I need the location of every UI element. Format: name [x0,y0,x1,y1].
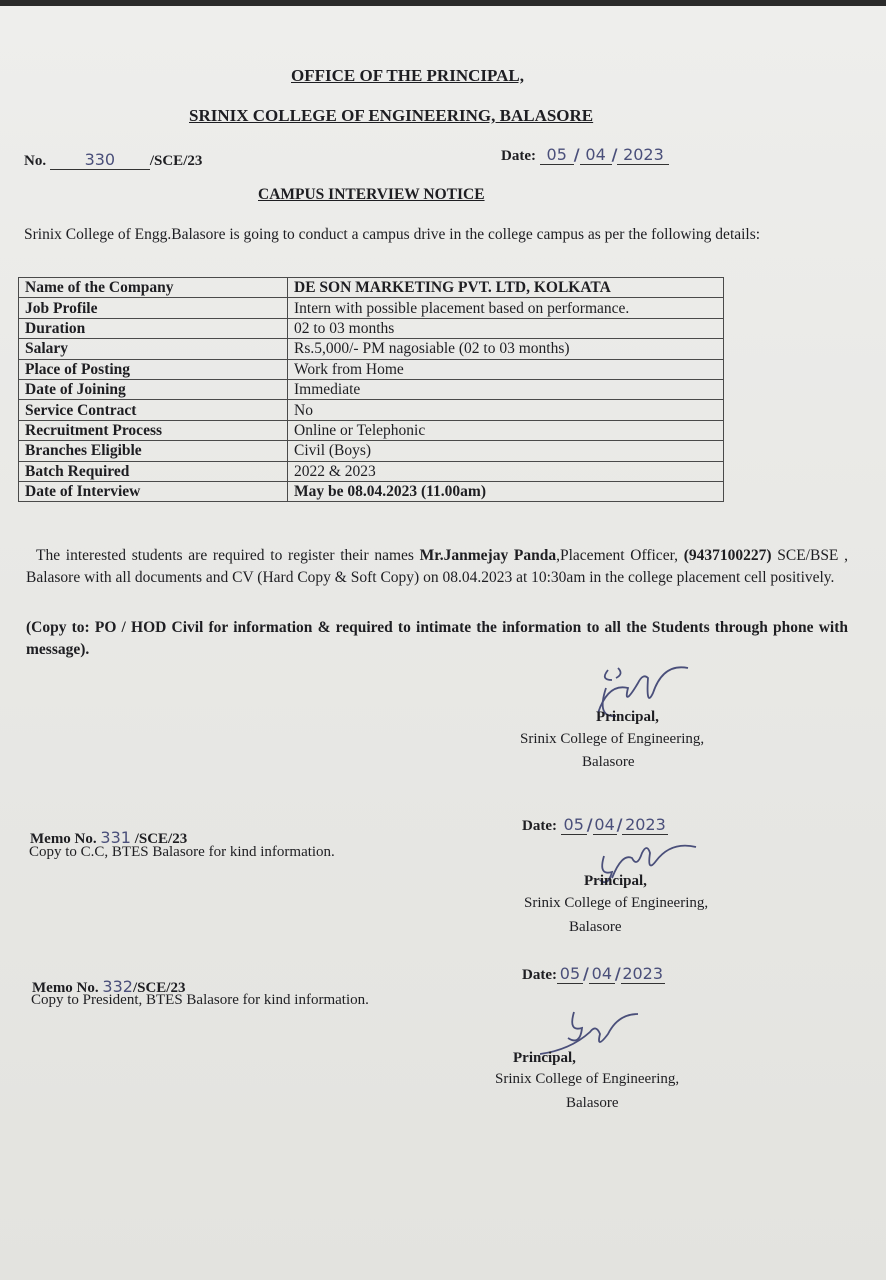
memo1-date-year: 2023 [622,815,668,835]
details-value: 2022 & 2023 [288,461,724,481]
details-label: Batch Required [19,461,288,481]
sig2-college: Srinix College of Engineering, [524,895,709,911]
memo1-label: Memo No. [30,831,97,847]
ref-no-suffix: /SCE/23 [149,153,203,169]
memo1-date-label: Date: [522,818,557,834]
sig1-title: Principal, [596,709,659,725]
details-row [19,318,724,338]
memo2-date-day: 05 [557,964,583,984]
details-row [19,359,724,379]
registration-paragraph [26,545,848,589]
reference-number [24,150,202,170]
ref-date-month: 04 [580,145,612,165]
details-value: Civil (Boys) [288,441,724,461]
ref-no-label: No. [24,153,47,169]
sig2-city: Balasore [569,919,622,935]
details-row [19,298,724,318]
details-value: May be 08.04.2023 (11.00am) [288,481,724,501]
reference-date: Date: 05 / 04 / 2023 [501,145,669,165]
details-value: No [288,400,724,420]
details-value: Rs.5,000/- PM nagosiable (02 to 03 months) [288,339,724,359]
intro-paragraph: Srinix College of Engg.Balasore is going to conduct a campus drive in the college campus as per the following details: [24,226,761,243]
memo1-date-month: 04 [594,815,615,834]
details-value: DE SON MARKETING PVT. LTD, KOLKATA [288,278,724,298]
sig1-city: Balasore [582,754,635,770]
details-table [18,277,724,502]
sig3-title: Principal, [513,1050,576,1066]
details-value: Online or Telephonic [288,420,724,440]
memo1-date: Date: 05 / 04 / 2023 [522,815,668,835]
ref-date-year: 2023 [617,145,669,165]
memo2-number-value: 332 [102,977,133,996]
memo2-label: Memo No. [32,980,99,996]
college-heading: SRINIX COLLEGE OF ENGINEERING, BALASORE [189,106,594,125]
sig1-college: Srinix College of Engineering, [520,731,705,747]
details-label: Date of Joining [19,379,288,399]
memo2-date-label: Date: [522,967,557,983]
sig3-college: Srinix College of Engineering, [495,1071,680,1087]
placement-officer-phone: (9437100227) [683,547,772,564]
details-label: Branches Eligible [19,441,288,461]
details-row [19,481,724,501]
details-row [19,441,724,461]
memo2-suffix: /SCE/23 [132,980,186,996]
reg-text-a: The interested students are required to register their names [36,547,420,564]
details-row [19,278,724,298]
details-row [19,461,724,481]
memo1-date-day: 05 [561,815,587,835]
ref-no-value: 330 [50,150,150,170]
ref-date-day: 05 [540,145,574,165]
office-heading: OFFICE OF THE PRINCIPAL, [291,66,524,85]
details-value: Immediate [288,379,724,399]
memo2-text: Copy to President, BTES Balasore for kind information. [31,992,369,1008]
copy-to-paragraph: (Copy to: PO / HOD Civil for information & required to intimate the information to all the Students through phone with message). [26,619,848,658]
details-label: Salary [19,339,288,359]
notice-title: CAMPUS INTERVIEW NOTICE [258,186,485,203]
details-row [19,400,724,420]
details-label: Job Profile [19,298,288,318]
details-value: 02 to 03 months [288,318,724,338]
details-row [19,379,724,399]
reg-text-c: SCE/BSE , Balasore with all documents and CV (Hard Copy & Soft Copy) on 08.04.2023 at 10:30am in the college placement cell positively. [26,547,848,586]
details-label: Date of Interview [19,481,288,501]
placement-officer-name: Mr.Janmejay Panda [419,547,557,564]
memo2-date-year: 2023 [622,964,664,983]
details-value: Intern with possible placement based on performance. [288,298,724,318]
memo1-suffix: /SCE/23 [134,831,188,847]
details-value: Work from Home [288,359,724,379]
sig2-title: Principal, [584,873,647,889]
details-label: Place of Posting [19,359,288,379]
memo2-date-month: 04 [589,964,615,984]
details-label: Duration [19,318,288,338]
sig3-city: Balasore [566,1095,619,1111]
ref-date-label: Date: [501,148,536,164]
memo1-text: Copy to C.C, BTES Balasore for kind information. [29,844,335,860]
details-label: Service Contract [19,400,288,420]
details-row [19,339,724,359]
memo1-number-value: 331 [100,828,131,847]
details-row [19,420,724,440]
details-label: Recruitment Process [19,420,288,440]
top-edge [0,0,886,6]
reg-text-b: ,Placement Officer, [556,547,684,564]
details-label: Name of the Company [19,278,288,298]
memo2-date: Date: 05 / 04 / 2023 [522,964,664,983]
